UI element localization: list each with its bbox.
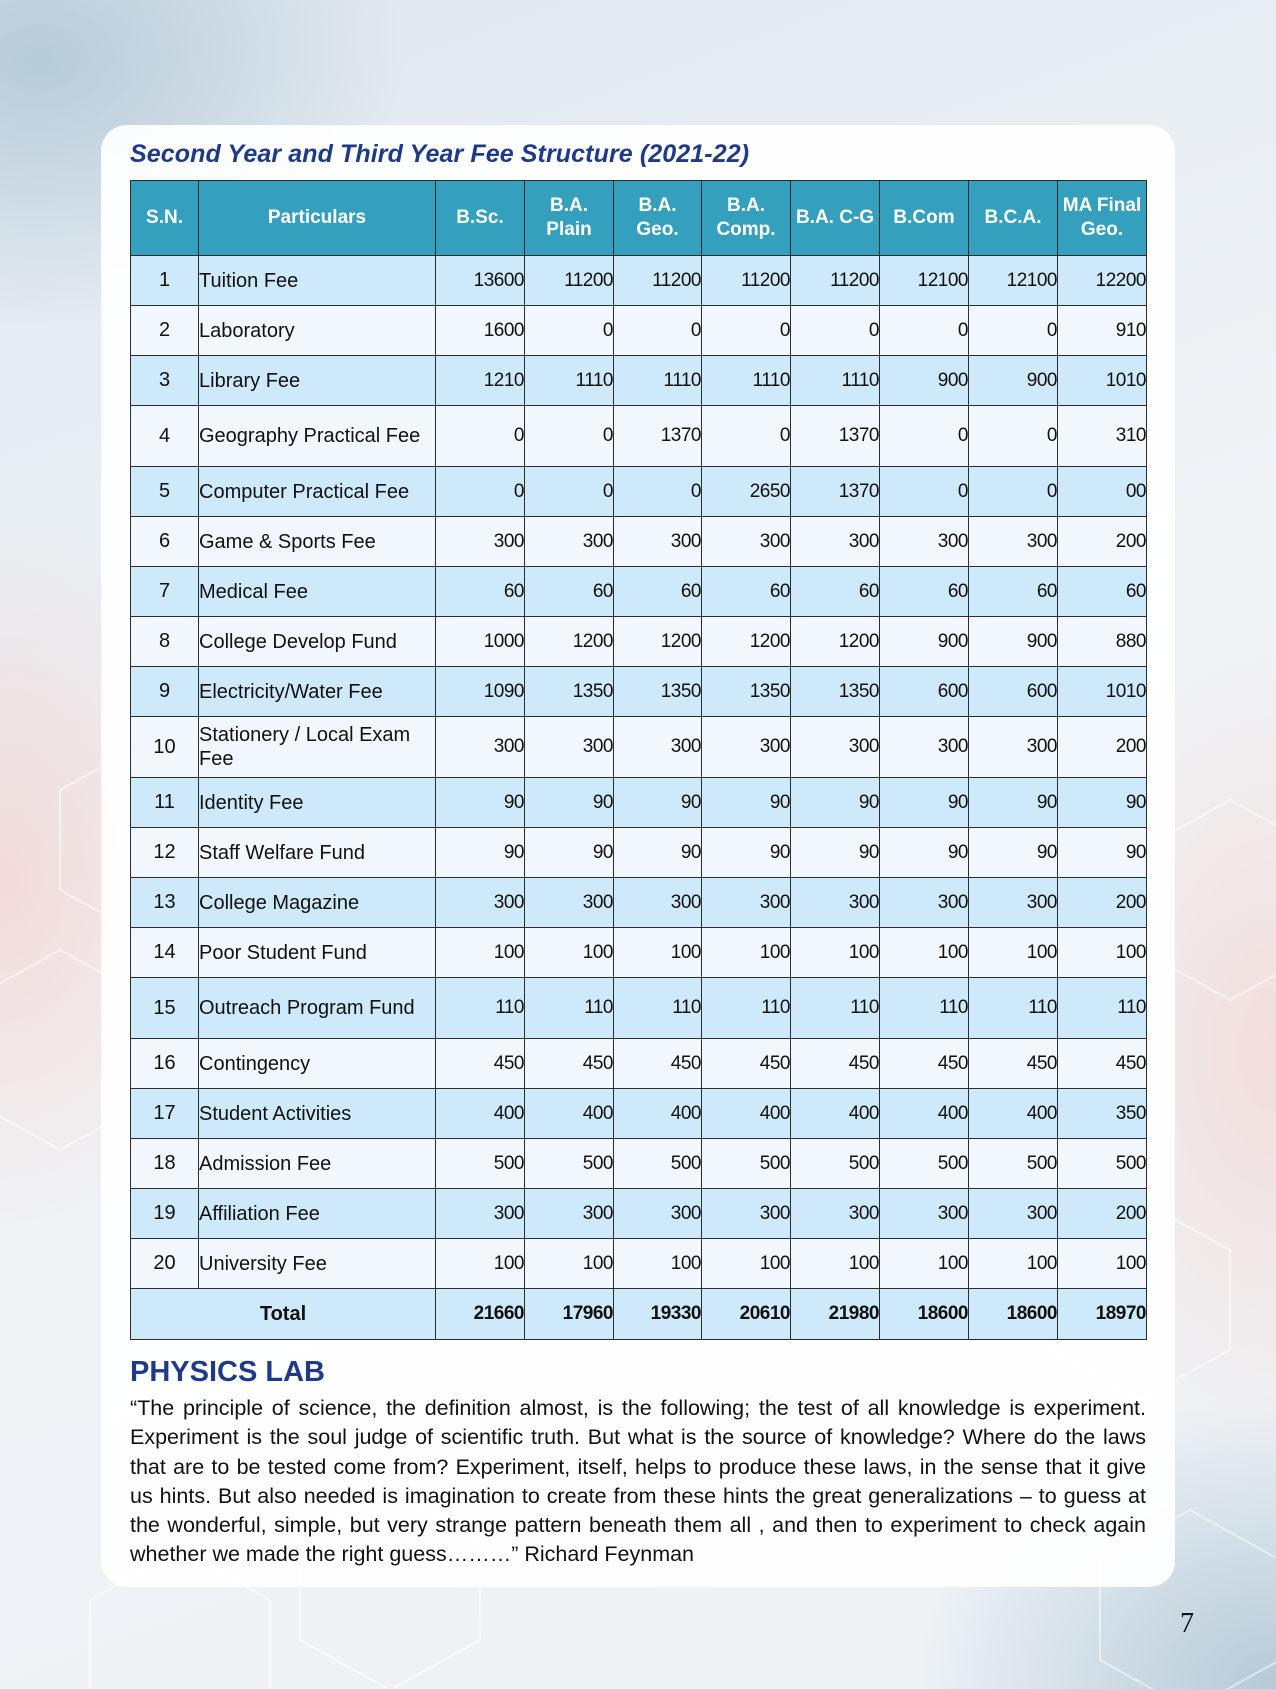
total-value: 20610 xyxy=(702,1289,791,1340)
row-value: 1370 xyxy=(614,406,702,467)
header-bcom: B.Com xyxy=(880,181,969,256)
row-value: 100 xyxy=(525,928,614,978)
row-value: 0 xyxy=(525,467,614,517)
row-value: 110 xyxy=(702,978,791,1039)
fee-table-title: Second Year and Third Year Fee Structure (2021-22) xyxy=(130,140,750,168)
row-value: 60 xyxy=(1058,567,1147,617)
row-value: 400 xyxy=(791,1089,880,1139)
header-sn: S.N. xyxy=(131,181,199,256)
row-value: 60 xyxy=(614,567,702,617)
row-value: 60 xyxy=(525,567,614,617)
table-row xyxy=(131,617,1147,667)
row-value: 00 xyxy=(1058,467,1147,517)
row-value: 1110 xyxy=(702,356,791,406)
row-sn: 5 xyxy=(131,467,199,517)
row-value: 90 xyxy=(880,778,969,828)
row-value: 100 xyxy=(702,1239,791,1289)
row-value: 11200 xyxy=(614,256,702,306)
row-value: 300 xyxy=(614,1189,702,1239)
row-particular: Contingency xyxy=(199,1039,436,1089)
row-value: 500 xyxy=(436,1139,525,1189)
header-ma-final-geo xyxy=(1058,181,1147,256)
row-value: 100 xyxy=(791,1239,880,1289)
row-value: 1370 xyxy=(791,467,880,517)
row-particular: Affiliation Fee xyxy=(199,1189,436,1239)
row-value: 300 xyxy=(702,717,791,778)
row-particular: Game & Sports Fee xyxy=(199,517,436,567)
fee-structure-table xyxy=(130,180,1147,1340)
header-ba-plain-line2: Plain xyxy=(546,219,592,240)
table-row xyxy=(131,828,1147,878)
row-sn: 8 xyxy=(131,617,199,667)
header-ba-comp-line2: Comp. xyxy=(716,219,776,240)
row-value: 300 xyxy=(880,717,969,778)
row-value: 90 xyxy=(1058,778,1147,828)
header-bca: B.C.A. xyxy=(969,181,1058,256)
page-number: 7 xyxy=(1180,1608,1194,1639)
row-value: 1350 xyxy=(702,667,791,717)
row-value: 90 xyxy=(969,828,1058,878)
row-value: 1000 xyxy=(436,617,525,667)
row-sn: 12 xyxy=(131,828,199,878)
header-ba-plain-line1: B.A. xyxy=(550,195,588,216)
header-ba-geo-line1: B.A. xyxy=(638,195,677,216)
row-value: 90 xyxy=(791,778,880,828)
row-value: 400 xyxy=(969,1089,1058,1139)
row-value: 90 xyxy=(880,828,969,878)
row-value: 0 xyxy=(969,306,1058,356)
row-particular: Geography Practical Fee xyxy=(199,406,436,467)
row-sn: 3 xyxy=(131,356,199,406)
row-value: 300 xyxy=(436,717,525,778)
table-row xyxy=(131,406,1147,467)
row-sn: 20 xyxy=(131,1239,199,1289)
physics-lab-heading: PHYSICS LAB xyxy=(130,1356,325,1388)
row-particular: Tuition Fee xyxy=(199,256,436,306)
row-value: 100 xyxy=(702,928,791,978)
row-value: 110 xyxy=(614,978,702,1039)
table-row xyxy=(131,567,1147,617)
row-value: 110 xyxy=(969,978,1058,1039)
row-value: 0 xyxy=(702,406,791,467)
table-row xyxy=(131,306,1147,356)
row-value: 110 xyxy=(880,978,969,1039)
row-value: 300 xyxy=(969,878,1058,928)
row-value: 1010 xyxy=(1058,356,1147,406)
row-value: 300 xyxy=(791,1189,880,1239)
total-value: 21660 xyxy=(436,1289,525,1340)
row-value: 300 xyxy=(702,1189,791,1239)
row-value: 900 xyxy=(969,617,1058,667)
row-sn: 6 xyxy=(131,517,199,567)
row-value: 500 xyxy=(525,1139,614,1189)
row-value: 90 xyxy=(614,778,702,828)
total-value: 21980 xyxy=(791,1289,880,1340)
row-value: 300 xyxy=(969,1189,1058,1239)
row-value: 900 xyxy=(880,617,969,667)
row-value: 100 xyxy=(880,1239,969,1289)
row-value: 450 xyxy=(880,1039,969,1089)
row-value: 400 xyxy=(525,1089,614,1139)
row-value: 300 xyxy=(614,878,702,928)
row-value: 600 xyxy=(880,667,969,717)
row-value: 90 xyxy=(614,828,702,878)
row-value: 300 xyxy=(880,517,969,567)
row-particular: College Magazine xyxy=(199,878,436,928)
row-value: 0 xyxy=(436,467,525,517)
row-value: 1010 xyxy=(1058,667,1147,717)
row-value: 90 xyxy=(702,778,791,828)
row-value: 1370 xyxy=(791,406,880,467)
row-value: 880 xyxy=(1058,617,1147,667)
row-value: 300 xyxy=(525,1189,614,1239)
row-value: 300 xyxy=(614,717,702,778)
row-particular: Medical Fee xyxy=(199,567,436,617)
row-value: 300 xyxy=(436,517,525,567)
row-value: 0 xyxy=(880,306,969,356)
feynman-quote: “The principle of science, the definition almost, is the following; the test of all knowledge is experiment. Experiment is the soul judge of scientific truth. But what is the source of knowledge? Where do the laws that are to be tested come from? Experiment, itself, helps to produce these laws, in the sense that it give us hints. But also needed is imagination to create from these hints the great generalizations – to guess at the wonderful, simple, but very strange pattern beneath them all , and then to experiment to check again whether we made the right guess………” Richard Feynman xyxy=(130,1396,1146,1567)
row-value: 450 xyxy=(969,1039,1058,1089)
row-value: 1110 xyxy=(791,356,880,406)
row-value: 0 xyxy=(614,306,702,356)
row-sn: 18 xyxy=(131,1139,199,1189)
row-value: 0 xyxy=(436,406,525,467)
row-value: 910 xyxy=(1058,306,1147,356)
row-value: 90 xyxy=(969,778,1058,828)
row-value: 2650 xyxy=(702,467,791,517)
row-value: 100 xyxy=(525,1239,614,1289)
row-value: 12200 xyxy=(1058,256,1147,306)
row-value: 300 xyxy=(791,517,880,567)
row-value: 1110 xyxy=(614,356,702,406)
row-value: 110 xyxy=(791,978,880,1039)
row-sn: 7 xyxy=(131,567,199,617)
total-value: 18970 xyxy=(1058,1289,1147,1340)
row-sn: 14 xyxy=(131,928,199,978)
row-particular: Admission Fee xyxy=(199,1139,436,1189)
table-row xyxy=(131,1039,1147,1089)
row-particular: Staff Welfare Fund xyxy=(199,828,436,878)
header-ba-cg: B.A. C-G xyxy=(791,181,880,256)
row-sn: 15 xyxy=(131,978,199,1039)
table-row xyxy=(131,667,1147,717)
row-value: 100 xyxy=(1058,1239,1147,1289)
row-value: 1200 xyxy=(791,617,880,667)
row-sn: 19 xyxy=(131,1189,199,1239)
row-sn: 16 xyxy=(131,1039,199,1089)
row-value: 1210 xyxy=(436,356,525,406)
row-value: 200 xyxy=(1058,1189,1147,1239)
row-value: 300 xyxy=(791,717,880,778)
table-row xyxy=(131,1139,1147,1189)
row-value: 1200 xyxy=(525,617,614,667)
row-value: 60 xyxy=(702,567,791,617)
total-label: Total xyxy=(131,1289,436,1340)
row-value: 300 xyxy=(880,1189,969,1239)
row-sn: 17 xyxy=(131,1089,199,1139)
row-value: 60 xyxy=(880,567,969,617)
table-row xyxy=(131,928,1147,978)
row-value: 300 xyxy=(791,878,880,928)
total-value: 17960 xyxy=(525,1289,614,1340)
row-value: 60 xyxy=(969,567,1058,617)
total-value: 19330 xyxy=(614,1289,702,1340)
row-value: 100 xyxy=(791,928,880,978)
header-ma-final-geo-line1: MA Final xyxy=(1062,195,1142,216)
row-sn: 13 xyxy=(131,878,199,928)
row-value: 110 xyxy=(436,978,525,1039)
row-value: 90 xyxy=(1058,828,1147,878)
header-ma-final-geo-line2: Geo. xyxy=(1080,219,1124,240)
row-value: 100 xyxy=(614,928,702,978)
total-value: 18600 xyxy=(880,1289,969,1340)
row-value: 300 xyxy=(436,1189,525,1239)
row-sn: 11 xyxy=(131,778,199,828)
table-row xyxy=(131,978,1147,1039)
row-particular: Electricity/Water Fee xyxy=(199,667,436,717)
row-value: 12100 xyxy=(880,256,969,306)
row-value: 300 xyxy=(880,878,969,928)
header-ba-plain xyxy=(525,181,614,256)
header-ba-comp-line1: B.A. xyxy=(727,195,765,216)
row-value: 400 xyxy=(702,1089,791,1139)
row-value: 0 xyxy=(880,406,969,467)
header-ba-geo xyxy=(614,181,702,256)
row-value: 450 xyxy=(791,1039,880,1089)
row-value: 1350 xyxy=(614,667,702,717)
row-value: 300 xyxy=(702,517,791,567)
row-value: 500 xyxy=(702,1139,791,1189)
table-row xyxy=(131,467,1147,517)
row-particular: Laboratory xyxy=(199,306,436,356)
table-row xyxy=(131,517,1147,567)
row-value: 11200 xyxy=(702,256,791,306)
row-value: 90 xyxy=(436,778,525,828)
row-sn: 10 xyxy=(131,717,199,778)
row-value: 300 xyxy=(525,717,614,778)
row-value: 900 xyxy=(880,356,969,406)
row-value: 100 xyxy=(614,1239,702,1289)
table-row xyxy=(131,717,1147,778)
row-value: 350 xyxy=(1058,1089,1147,1139)
table-header-row xyxy=(131,181,1147,256)
row-value: 200 xyxy=(1058,517,1147,567)
row-value: 200 xyxy=(1058,717,1147,778)
row-value: 100 xyxy=(969,928,1058,978)
total-row xyxy=(131,1289,1147,1340)
row-value: 300 xyxy=(969,717,1058,778)
row-value: 310 xyxy=(1058,406,1147,467)
row-value: 100 xyxy=(880,928,969,978)
row-value: 450 xyxy=(1058,1039,1147,1089)
row-value: 60 xyxy=(436,567,525,617)
row-value: 1350 xyxy=(525,667,614,717)
row-value: 400 xyxy=(436,1089,525,1139)
row-value: 13600 xyxy=(436,256,525,306)
row-value: 1200 xyxy=(614,617,702,667)
row-value: 1110 xyxy=(525,356,614,406)
row-value: 500 xyxy=(969,1139,1058,1189)
row-value: 110 xyxy=(1058,978,1147,1039)
row-value: 450 xyxy=(614,1039,702,1089)
row-value: 90 xyxy=(702,828,791,878)
row-particular: Identity Fee xyxy=(199,778,436,828)
row-value: 0 xyxy=(791,306,880,356)
row-sn: 4 xyxy=(131,406,199,467)
row-value: 100 xyxy=(1058,928,1147,978)
row-value: 12100 xyxy=(969,256,1058,306)
table-row xyxy=(131,778,1147,828)
header-ba-geo-line2: Geo. xyxy=(636,219,679,240)
row-particular: Poor Student Fund xyxy=(199,928,436,978)
row-value: 450 xyxy=(436,1039,525,1089)
table-row xyxy=(131,1239,1147,1289)
header-particulars: Particulars xyxy=(199,181,436,256)
row-value: 0 xyxy=(969,406,1058,467)
row-value: 400 xyxy=(880,1089,969,1139)
row-value: 300 xyxy=(436,878,525,928)
row-sn: 1 xyxy=(131,256,199,306)
row-value: 110 xyxy=(525,978,614,1039)
row-value: 100 xyxy=(436,1239,525,1289)
row-value: 90 xyxy=(525,778,614,828)
row-value: 450 xyxy=(702,1039,791,1089)
row-value: 450 xyxy=(525,1039,614,1089)
row-value: 300 xyxy=(614,517,702,567)
row-value: 300 xyxy=(525,517,614,567)
row-value: 1200 xyxy=(702,617,791,667)
row-particular: Student Activities xyxy=(199,1089,436,1139)
row-value: 100 xyxy=(436,928,525,978)
row-value: 300 xyxy=(969,517,1058,567)
row-value: 1600 xyxy=(436,306,525,356)
row-value: 11200 xyxy=(791,256,880,306)
row-value: 500 xyxy=(791,1139,880,1189)
table-row xyxy=(131,356,1147,406)
row-sn: 2 xyxy=(131,306,199,356)
row-value: 11200 xyxy=(525,256,614,306)
row-value: 300 xyxy=(702,878,791,928)
row-value: 60 xyxy=(791,567,880,617)
table-row xyxy=(131,1189,1147,1239)
row-value: 600 xyxy=(969,667,1058,717)
row-particular: University Fee xyxy=(199,1239,436,1289)
row-value: 0 xyxy=(525,406,614,467)
row-value: 0 xyxy=(614,467,702,517)
row-value: 0 xyxy=(880,467,969,517)
row-particular: Library Fee xyxy=(199,356,436,406)
header-ba-comp xyxy=(702,181,791,256)
row-value: 100 xyxy=(969,1239,1058,1289)
row-particular: College Develop Fund xyxy=(199,617,436,667)
row-value: 400 xyxy=(614,1089,702,1139)
header-bsc: B.Sc. xyxy=(436,181,525,256)
row-value: 500 xyxy=(1058,1139,1147,1189)
row-value: 900 xyxy=(969,356,1058,406)
row-value: 1350 xyxy=(791,667,880,717)
row-value: 500 xyxy=(880,1139,969,1189)
row-value: 500 xyxy=(614,1139,702,1189)
row-particular: Stationery / Local Exam Fee xyxy=(199,717,436,778)
row-particular: Computer Practical Fee xyxy=(199,467,436,517)
row-value: 90 xyxy=(436,828,525,878)
total-value: 18600 xyxy=(969,1289,1058,1340)
table-body xyxy=(131,256,1147,1289)
table-row xyxy=(131,1089,1147,1139)
row-value: 300 xyxy=(525,878,614,928)
row-value: 90 xyxy=(791,828,880,878)
row-value: 0 xyxy=(525,306,614,356)
row-sn: 9 xyxy=(131,667,199,717)
row-value: 0 xyxy=(702,306,791,356)
row-particular: Outreach Program Fund xyxy=(199,978,436,1039)
row-value: 1090 xyxy=(436,667,525,717)
table-row xyxy=(131,256,1147,306)
row-value: 0 xyxy=(969,467,1058,517)
row-value: 200 xyxy=(1058,878,1147,928)
row-value: 90 xyxy=(525,828,614,878)
table-row xyxy=(131,878,1147,928)
